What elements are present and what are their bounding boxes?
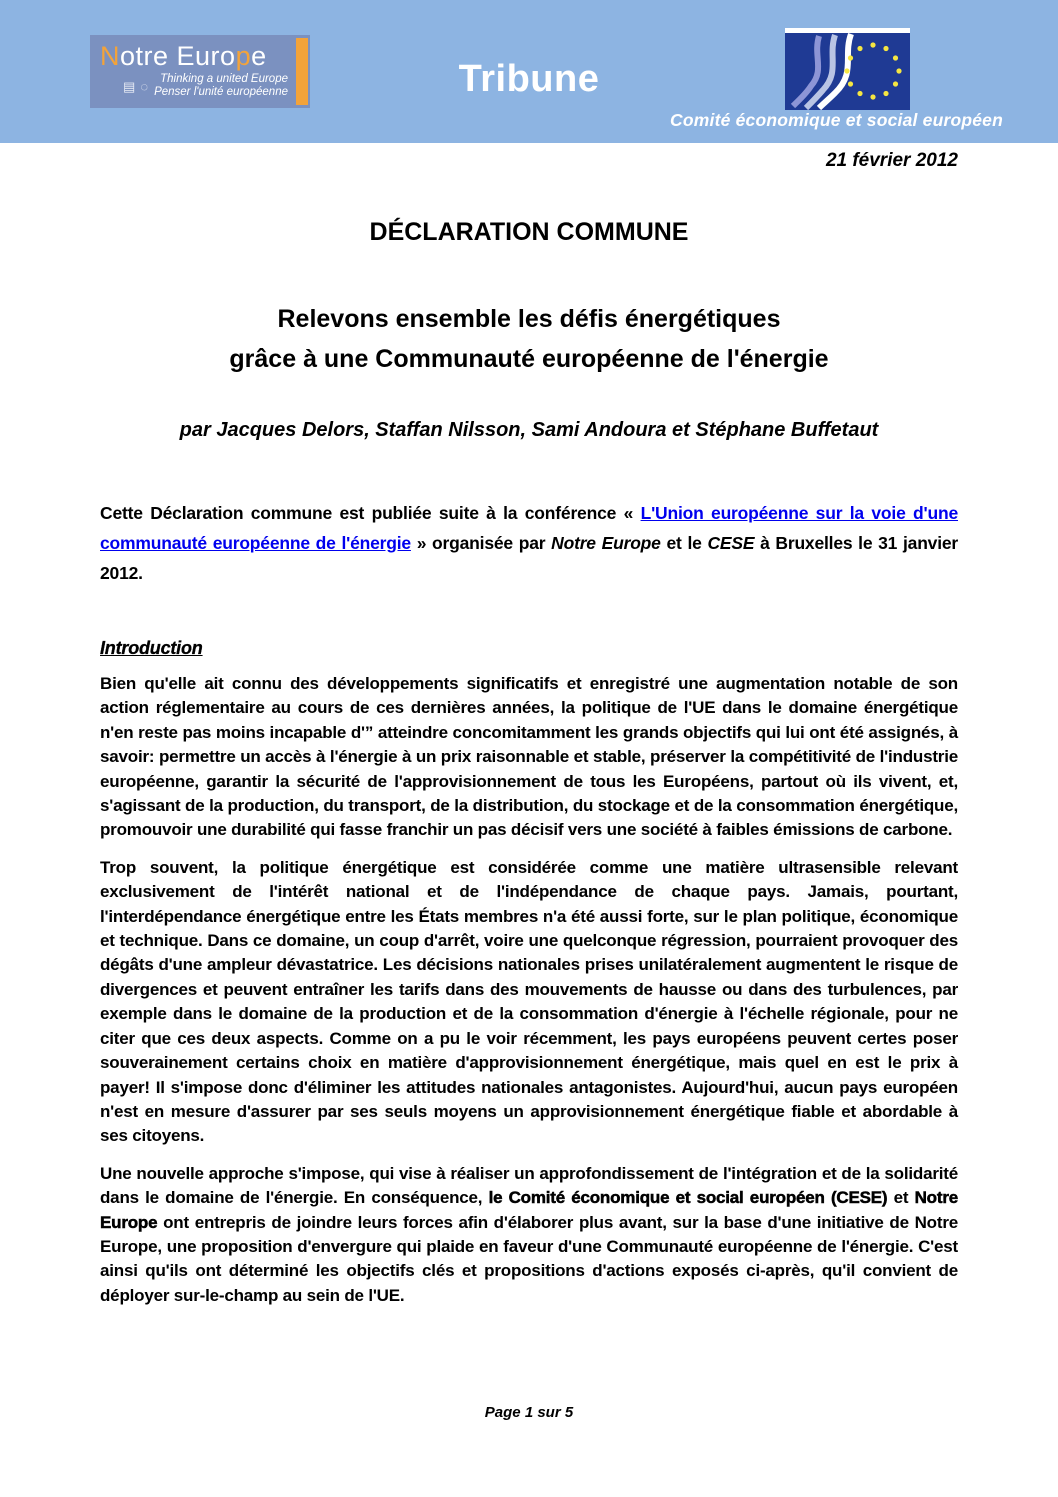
logo-letter-p: p — [235, 41, 252, 71]
page-number: Page 1 sur 5 — [484, 1404, 574, 1421]
lines-icon: ▤ — [123, 78, 136, 94]
org-notre-europe: Notre Europe — [551, 533, 661, 553]
tagline-english: Thinking a united Europe — [160, 73, 288, 85]
tagline-french: Penser l'unité européenne — [154, 86, 288, 98]
paragraph-3-bold-cese: le Comité économique et social européen (CESE) — [488, 1188, 888, 1208]
announcement-text-between: et le — [660, 533, 708, 553]
conference-link[interactable]: L'Union européenne sur la voie d'une communauté européenne de l'énergie — [100, 503, 959, 553]
announcement-text-before: Cette Déclaration commune est publiée suite à la conférence « — [100, 503, 641, 523]
logo-text-mid: otre Euro — [120, 41, 236, 71]
paragraph-2: Trop souvent, la politique énergétique est considérée comme une matière ultrasensible relevant exclusivement de l'intérêt national et de l'indépendance de chaque pays. Jamais, pourtant, l'interdépendance énergétique entre les États membres n'a été aussi forte, sur le plan politique, économique et technique. Dans ce domaine, un coup d'arrêt, voire une quelconque régression, pourraient provoquer des dégâts d'une ampleur dévastatrice. Les décisions nationales prises unilatéralement augmentent le risque de divergences et peuvent entraîner les tarifs dans des mouvements de hausse ou dans des turbulences, par exemple dans le domaine de la production et de la consommation d'énergie à l'échelle régionale, pour ne citer que ces deux aspects. Comme on a pu le voir récemment, les pays européens peuvent certes poser souverainement certains choix en matière d'approvisionnement énergétique, mais quel en est le prix à payer! Il s'impose donc d'éliminer les attitudes nationales antagonistes. Aujourd'hui, aucun pays européen n'est en mesure d'assurer par ses seuls moyens un approvisionnement énergétique fiable et abordable à ses citoyens. — [100, 857, 958, 1146]
announcement-paragraph — [100, 498, 958, 588]
subtitle — [100, 299, 958, 379]
subtitle-line1: Relevons ensemble les défis énergétiques — [277, 305, 781, 333]
announcement-text-after: » organisée par — [410, 533, 552, 553]
paragraph-3-bold-notre-europe: Notre Europe — [100, 1188, 959, 1232]
document-date: 21 février 2012 — [825, 150, 958, 171]
header-banner — [0, 0, 1058, 143]
org-cese: CESE — [707, 533, 755, 553]
paragraph-1: Bien qu'elle ait connu des développements significatifs et enregistré une augmentation notable de son action réglementaire au cours de ces dernières années, la politique de l'UE dans le domaine énergétique n'en reste pas moins incapable d'” atteindre concomitamment les grands objectifs qui lui ont été assignés, à savoir: permettre un accès à l'énergie à un prix raisonnable et stable, préserver la compétitivité de l'industrie européenne, garantir la sécurité de l'approvisionnement de tous les Européens, partout où ils vivent, et, s'agissant de la production, du transport, de la distribution, du stockage et de la consommation énergétique, promouvoir une durabilité qui fasse franchir un pas décisif vers une société à faibles émissions de carbone. — [100, 674, 958, 840]
announcement-text-end: à Bruxelles le 31 janvier 2012. — [100, 533, 959, 583]
paragraph-3-start: Une nouvelle approche s'impose, qui vise à réaliser un approfondissement de l'intégration et de la solidarité dans le domaine de l'énergie. En conséquence, — [100, 1163, 958, 1208]
eesc-caption: Comité économique et social européen — [670, 110, 1003, 130]
tribune-title: Tribune — [458, 58, 600, 100]
paragraph-3-mid: et — [887, 1188, 915, 1208]
eesc-logo — [785, 28, 910, 115]
paragraph-3 — [100, 1162, 958, 1308]
document-body — [100, 218, 958, 1308]
eesc-flag-icon — [785, 28, 910, 110]
star-circle-icon: ◌ — [140, 78, 149, 94]
logo-letter-e: e — [251, 41, 267, 71]
main-title: DÉCLARATION COMMUNE — [369, 218, 689, 246]
subtitle-line2: grâce à une Communauté européenne de l'énergie — [229, 345, 829, 373]
paragraph-3-end: ont entrepris de joindre leurs forces afin d'élaborer plus avant, sur la base d'une initiative de Notre Europe, une proposition d'envergure qui plaide en faveur d'une Communauté européenne de l'énergie. C'est ainsi qu'ils ont déterminé les objectifs clés et propositions d'actions exposés ci-après, qu'il convient de déployer sur-le-champ au sein de l'UE. — [100, 1212, 958, 1305]
logo-letter-n: N — [100, 41, 120, 71]
introduction-heading: Introduction — [100, 638, 203, 658]
byline: par Jacques Delors, Staffan Nilsson, Sami Andoura et Stéphane Buffetaut — [179, 419, 879, 441]
